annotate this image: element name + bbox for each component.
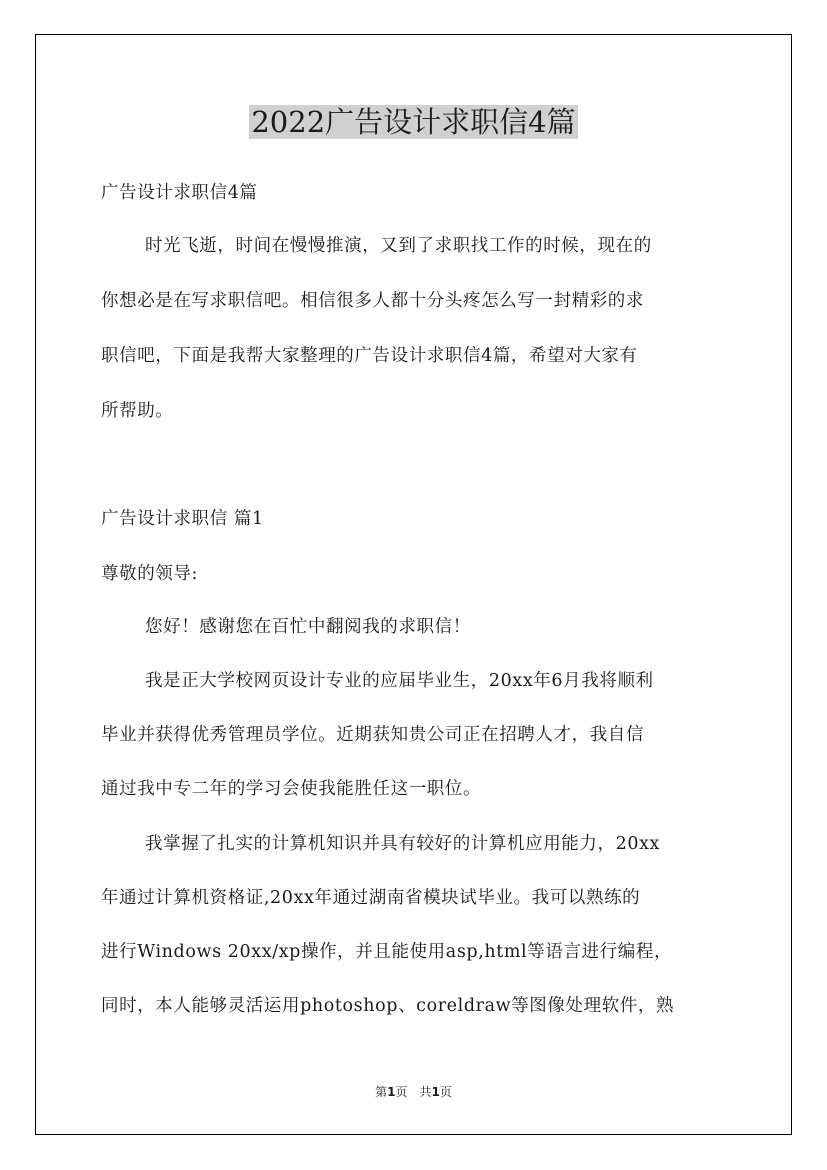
- body-line: 我掌握了扎实的计算机知识并具有较好的计算机应用能力，20xx: [145, 834, 661, 854]
- intro-line: 所帮助。: [101, 401, 174, 421]
- body-line: 毕业并获得优秀管理员学位。近期获知贵公司正在招聘人才，我自信: [101, 725, 644, 745]
- subtitle: 广告设计求职信4篇: [101, 183, 258, 203]
- footer-prefix: 第: [375, 1085, 388, 1099]
- document-title: [0, 102, 827, 142]
- greeting: 您好！感谢您在百忙中翻阅我的求职信！: [145, 617, 471, 637]
- footer-page-num: 1: [387, 1085, 396, 1099]
- body-line: 同时，本人能够灵活运用photoshop、coreldraw等图像处理软件，熟: [101, 996, 675, 1016]
- salutation: 尊敬的领导:: [101, 564, 198, 584]
- section-heading: 广告设计求职信 篇1: [101, 509, 264, 529]
- body-line: 我是正大学校网页设计专业的应届毕业生，20xx年6月我将顺利: [145, 671, 654, 691]
- footer-page-total: 1: [431, 1085, 440, 1099]
- intro-line: 时光飞逝，时间在慢慢推演，又到了求职找工作的时候，现在的: [145, 236, 652, 256]
- intro-line: 你想必是在写求职信吧。相信很多人都十分头疼怎么写一封精彩的求: [101, 291, 644, 311]
- document-title-text: 2022广告设计求职信4篇: [251, 105, 576, 139]
- footer-suffix: 页: [439, 1085, 452, 1099]
- body-line: 进行Windows 20xx/xp操作，并且能使用asp,html等语言进行编程，: [101, 942, 673, 962]
- footer-mid: 页 共: [395, 1085, 432, 1099]
- intro-line: 职信吧，下面是我帮大家整理的广告设计求职信4篇，希望对大家有: [101, 346, 638, 366]
- page-footer: [0, 1083, 827, 1101]
- body-line: 通过我中专二年的学习会使我能胜任这一职位。: [101, 779, 482, 799]
- body-line: 年通过计算机资格证,20xx年通过湖南省模块试毕业。我可以熟练的: [101, 888, 641, 908]
